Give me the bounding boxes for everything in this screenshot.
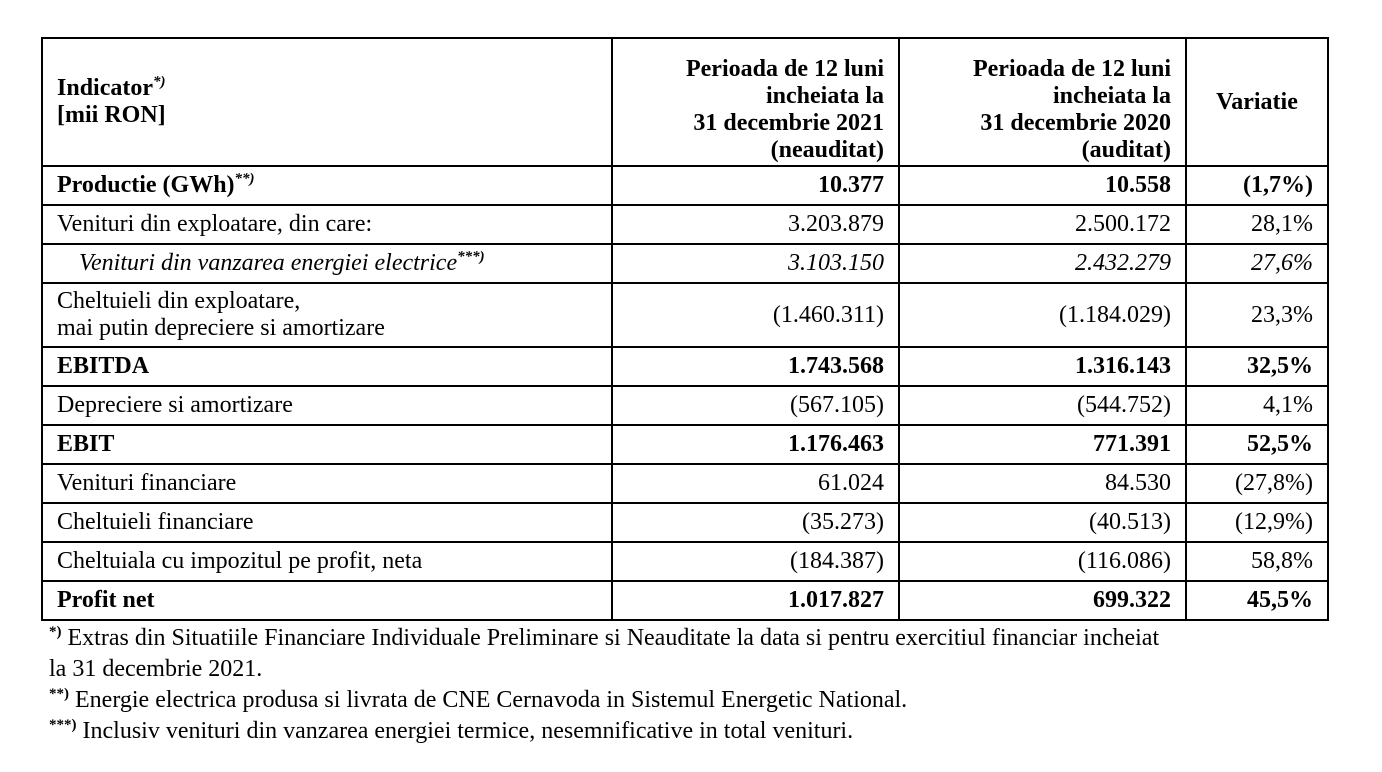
row-label: EBIT: [42, 425, 612, 464]
cell-2020: (1.184.029): [899, 283, 1186, 347]
cell-variation: 32,5%: [1186, 347, 1328, 386]
row-label: [42, 283, 612, 347]
footnote-mark: *): [49, 624, 62, 640]
row-label: Venituri din exploatare, din care:: [42, 205, 612, 244]
header-2021-line4: (neauditat): [770, 137, 884, 163]
cell-2020: (40.513): [899, 503, 1186, 542]
row-label-line2: mai putin depreciere si amortizare: [57, 315, 385, 341]
table-row-venituri-financiare: [42, 464, 1328, 503]
row-label-text: Productie (GWh): [57, 172, 235, 198]
header-2020-line1: Perioada de 12 luni: [972, 56, 1171, 82]
header-2021-line3: 31 decembrie 2021: [693, 110, 884, 136]
row-label-line1: Cheltuieli din exploatare,: [57, 288, 301, 314]
cell-2021: (184.387): [612, 542, 899, 581]
header-indicator: [42, 38, 612, 166]
cell-variation: 58,8%: [1186, 542, 1328, 581]
footnote-3: [41, 716, 1327, 747]
table-header-row: [42, 38, 1328, 166]
cell-2021: 1.176.463: [612, 425, 899, 464]
table-row-cheltuieli-financiare: [42, 503, 1328, 542]
footnote-text: Inclusiv venituri din vanzarea energiei termice, nesemnificative in total venituri.: [76, 718, 854, 744]
cell-2021: (1.460.311): [612, 283, 899, 347]
cell-2021: 61.024: [612, 464, 899, 503]
header-unit-label: [mii RON]: [57, 102, 166, 128]
cell-2020: 2.432.279: [899, 244, 1186, 283]
header-indicator-footnote-mark: *): [153, 74, 166, 90]
header-2020-line4: (auditat): [1081, 137, 1171, 163]
row-label: Venituri financiare: [42, 464, 612, 503]
table-row-venituri-exploatare: [42, 205, 1328, 244]
table-row-impozit-profit: [42, 542, 1328, 581]
table-row-profit-net: [42, 581, 1328, 620]
cell-2020: 2.500.172: [899, 205, 1186, 244]
header-period-2021: [612, 38, 899, 166]
cell-2021: 10.377: [612, 166, 899, 205]
footnote-1: [41, 623, 1327, 654]
footnote-text: Extras din Situatiile Financiare Individuale Preliminare si Neauditate la data si pentru exercitiul financiar incheiat: [61, 625, 1160, 651]
cell-2021: 1.017.827: [612, 581, 899, 620]
cell-variation: 4,1%: [1186, 386, 1328, 425]
cell-2020: 10.558: [899, 166, 1186, 205]
row-footnote-mark: **): [234, 171, 255, 187]
row-label: [42, 244, 612, 283]
cell-2021: (567.105): [612, 386, 899, 425]
row-label-text: Venituri din vanzarea energiei electrice: [79, 250, 458, 276]
cell-variation: 27,6%: [1186, 244, 1328, 283]
cell-variation: 28,1%: [1186, 205, 1328, 244]
header-2021-line1: Perioada de 12 luni: [685, 56, 884, 82]
cell-2020: 699.322: [899, 581, 1186, 620]
footnotes: [41, 623, 1327, 747]
row-label: EBITDA: [42, 347, 612, 386]
row-label: [42, 166, 612, 205]
cell-variation: (12,9%): [1186, 503, 1328, 542]
cell-variation: 45,5%: [1186, 581, 1328, 620]
cell-2020: (116.086): [899, 542, 1186, 581]
table-row-depreciere: [42, 386, 1328, 425]
cell-2021: 1.743.568: [612, 347, 899, 386]
header-2020-line3: 31 decembrie 2020: [980, 110, 1171, 136]
header-2020-line2: incheiata la: [1053, 83, 1171, 109]
cell-variation: 52,5%: [1186, 425, 1328, 464]
header-variation: Variatie: [1186, 38, 1328, 166]
cell-2021: 3.203.879: [612, 205, 899, 244]
header-period-2020: [899, 38, 1186, 166]
table-row-venituri-energie: [42, 244, 1328, 283]
row-footnote-mark: ***): [457, 249, 485, 265]
row-label: Depreciere si amortizare: [42, 386, 612, 425]
financial-results-table: [41, 37, 1329, 621]
header-indicator-label: Indicator: [57, 75, 153, 101]
table-row-cheltuieli-exploatare: [42, 283, 1328, 347]
cell-variation: 23,3%: [1186, 283, 1328, 347]
cell-2021: (35.273): [612, 503, 899, 542]
cell-2020: 84.530: [899, 464, 1186, 503]
table-row-ebit: [42, 425, 1328, 464]
row-label: Cheltuiala cu impozitul pe profit, neta: [42, 542, 612, 581]
footnote-2: [41, 685, 1327, 716]
cell-2020: 771.391: [899, 425, 1186, 464]
table-row-ebitda: [42, 347, 1328, 386]
table-row-productie: [42, 166, 1328, 205]
cell-2020: (544.752): [899, 386, 1186, 425]
footnote-text: Energie electrica produsa si livrata de CNE Cernavoda in Sistemul Energetic National.: [69, 687, 908, 713]
footnote-mark: **): [49, 686, 69, 702]
footnote-mark: ***): [49, 717, 77, 733]
row-label: Profit net: [42, 581, 612, 620]
footnote-1-continuation: la 31 decembrie 2021.: [49, 656, 263, 682]
cell-2020: 1.316.143: [899, 347, 1186, 386]
cell-2021: 3.103.150: [612, 244, 899, 283]
cell-variation: (27,8%): [1186, 464, 1328, 503]
header-2021-line2: incheiata la: [766, 83, 884, 109]
cell-variation: (1,7%): [1186, 166, 1328, 205]
row-label: Cheltuieli financiare: [42, 503, 612, 542]
financial-summary: [41, 37, 1327, 747]
